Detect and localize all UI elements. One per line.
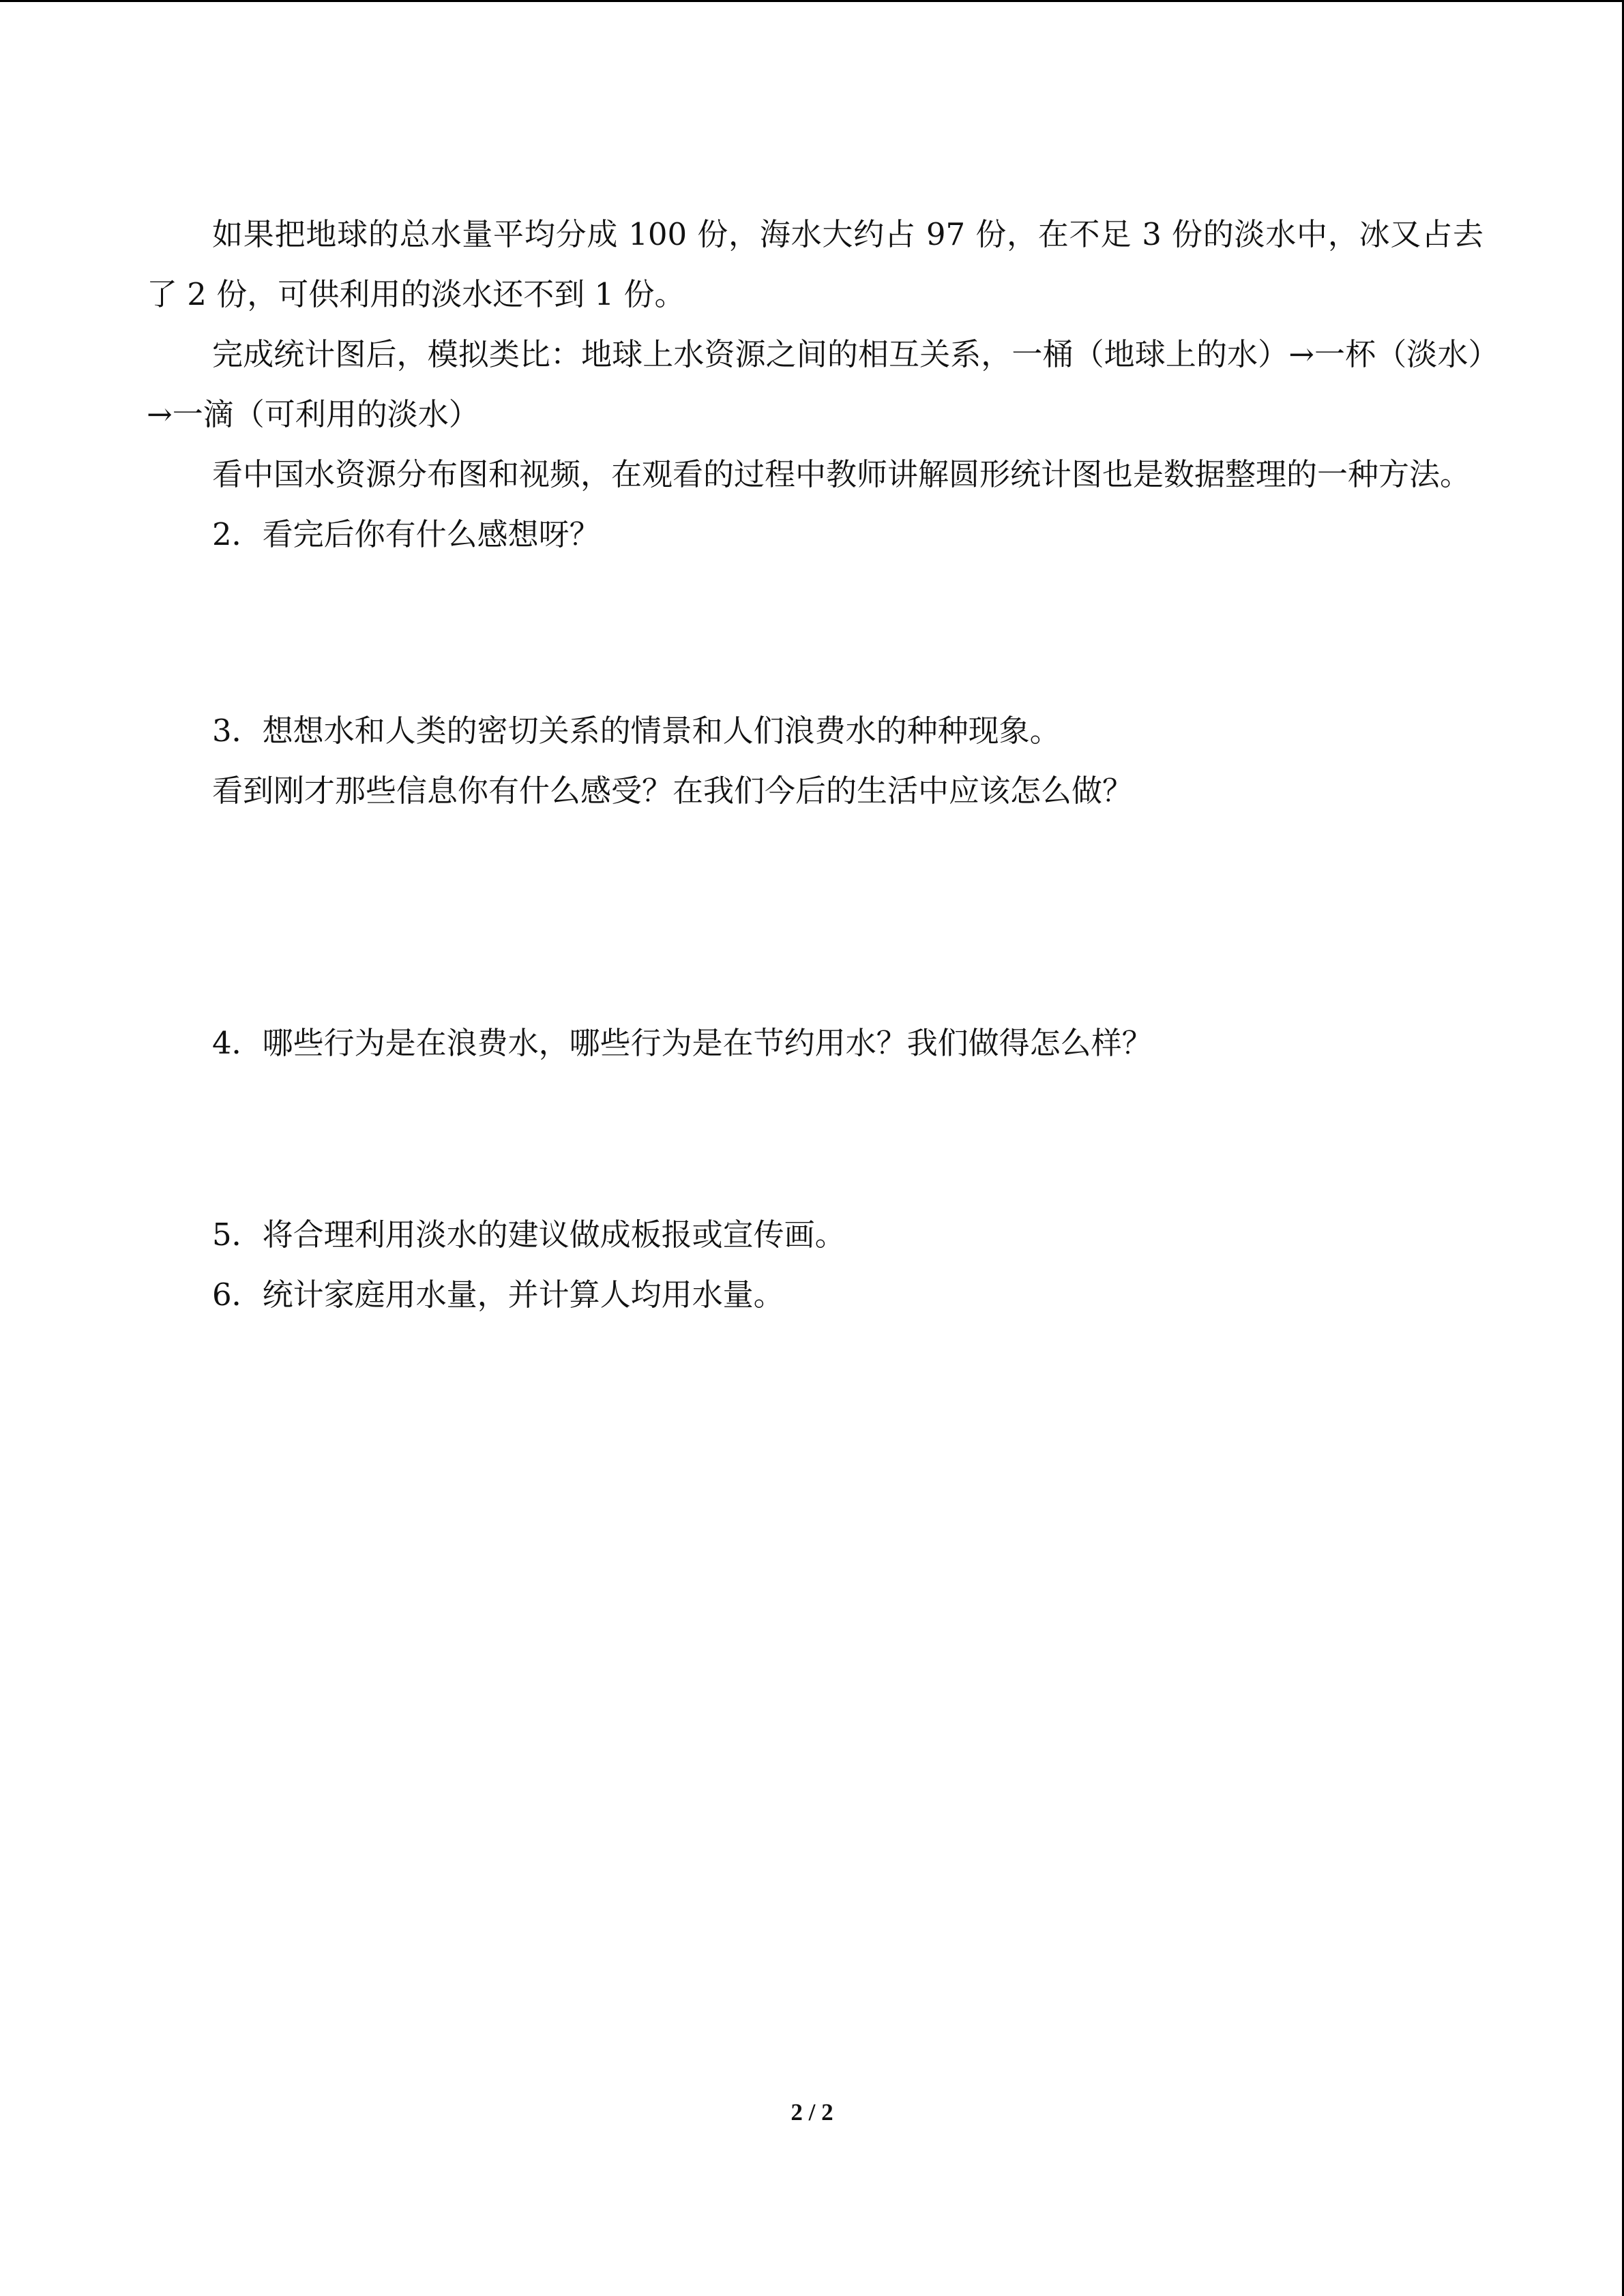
question-5: 5．将合理利用淡水的建议做成板报或宣传画。 xyxy=(212,1217,846,1253)
page-top-border xyxy=(0,0,1624,2)
question-4: 4．哪些行为是在浪费水，哪些行为是在节约用水？我们做得怎么样？ xyxy=(212,1025,1153,1061)
question-2: 2．看完后你有什么感想呀？ xyxy=(212,516,600,552)
document-body xyxy=(147,205,1483,1325)
paragraph-analogy: 完成统计图后，模拟类比：地球上水资源之间的相互关系，一桶（地球上的水）→一杯（淡水）→一滴（可利用的淡水） xyxy=(147,336,1483,432)
question-6: 6．统计家庭用水量，并计算人均用水量。 xyxy=(212,1277,784,1313)
page-number: 2 / 2 xyxy=(791,2099,833,2126)
answer-space-2 xyxy=(147,565,1483,701)
paragraph-china-distribution: 看中国水资源分布图和视频，在观看的过程中教师讲解圆形统计图也是数据整理的一种方法。 xyxy=(212,456,1471,492)
answer-space-3 xyxy=(147,821,1483,1013)
question-3: 3．想想水和人类的密切关系的情景和人们浪费水的种种现象。 xyxy=(212,713,1061,749)
paragraph-water-shares: 如果把地球的总水量平均分成 100 份，海水大约占 97 份，在不足 3 份的淡水中，冰又占去了 2 份，可供利用的淡水还不到 1 份。 xyxy=(147,216,1483,312)
answer-space-4 xyxy=(147,1073,1483,1205)
question-3-followup: 看到刚才那些信息你有什么感受？在我们今后的生活中应该怎么做？ xyxy=(212,773,1134,809)
